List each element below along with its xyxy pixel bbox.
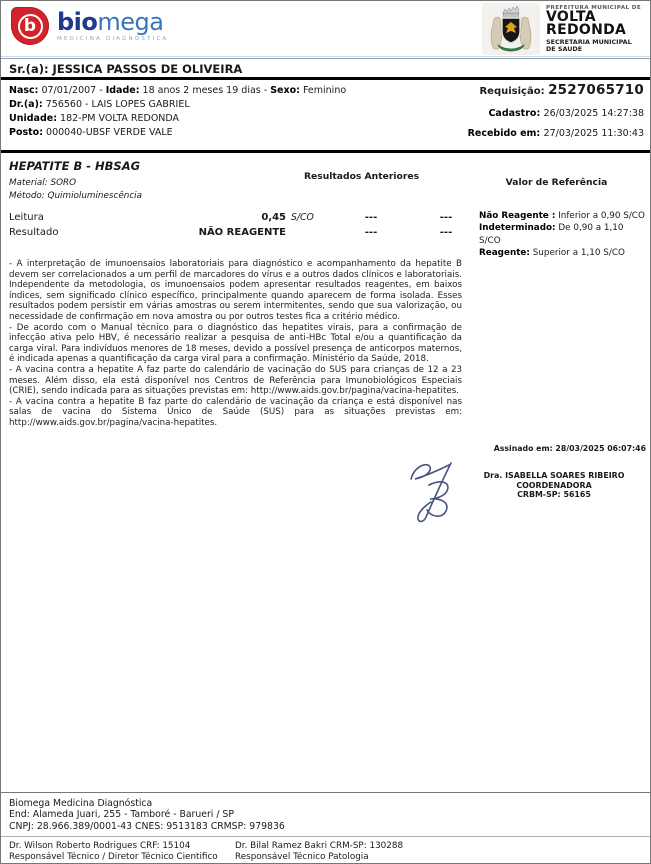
- previous-result-2: ---: [439, 227, 453, 238]
- previous-result-2: ---: [439, 212, 453, 223]
- doctor-role: COORDENADORA: [516, 480, 592, 490]
- responsible-2: [235, 841, 642, 863]
- recebido-label: Recebido em:: [467, 128, 544, 139]
- prefeitura-line5: DE SAUDE: [546, 45, 583, 53]
- note-paragraph: - A interpretação de imunoensaios laboratoriais para diagnóstico e acompanhamento da hepatite B devem ser correlacionados a um perfil de marcadores do vírus e a outros dados clínicos e laboratoriais. Independente da metodologia, os imunoensaios podem apresentar resultados reagentes, em baixos índices, sem significado clínico específico, principalmente quando aparecem de forma isolada. Esses resultados podem persistir em várias amostras ou serem intermitentes, sendo que sua valorização, ou necessidade de confirmação em nova amostra ou por outros testes fica a critério médico.: [9, 259, 462, 322]
- posto-value: 000040-UBSF VERDE VALE: [43, 127, 173, 138]
- signing-doctor-block: [461, 471, 647, 500]
- company-registries: CNPJ: 28.966.389/0001-43 CNES: 9513183 CRMSP: 979836: [9, 820, 285, 832]
- crest-background: [482, 3, 540, 55]
- responsibles-block: [1, 837, 650, 863]
- prefeitura-text: [546, 5, 646, 53]
- dr-label: Dr.(a):: [9, 99, 43, 110]
- exam-title: HEPATITE B - HBSAG: [9, 159, 141, 173]
- exam-result-box: [1, 150, 650, 793]
- blood-drop-icon: [11, 7, 49, 45]
- coat-of-arms-icon: [488, 5, 534, 53]
- reference-item: Reagente: Superior a 1,10 S/CO: [479, 247, 625, 258]
- patient-line-unidade: [9, 112, 346, 126]
- recebido-line: [468, 128, 644, 139]
- requisition-block: [468, 82, 644, 139]
- patient-line-nasc: [9, 84, 346, 98]
- result-label: Leitura: [9, 212, 44, 223]
- prefeitura-line1: PREFEITURA MUNICIPAL DE: [546, 5, 642, 11]
- doctor-registry: CRBM-SP: 56165: [517, 490, 591, 499]
- cadastro-line: [468, 108, 644, 119]
- responsible-role: Responsável Técnico Patologia: [235, 851, 369, 862]
- reference-item: Indeterminado: De 0,90 a 1,10 S/CO: [479, 223, 624, 246]
- requisition-line: [468, 82, 644, 98]
- patient-name: Sr.(a): JESSICA PASSOS DE OLIVEIRA: [1, 59, 650, 80]
- recebido-value: 27/03/2025 11:30:43: [543, 128, 644, 139]
- cadastro-value: 26/03/2025 14:27:38: [543, 108, 644, 119]
- company-address: End: Alameda Juari, 255 - Tamboré - Barueri / SP: [9, 809, 234, 821]
- previous-result-1: ---: [364, 227, 378, 238]
- report-footer: [1, 793, 650, 864]
- exam-material-line: [9, 178, 76, 188]
- exam-metodo-line: [9, 191, 142, 201]
- unidade-value: 182-PM VOLTA REDONDA: [57, 113, 180, 124]
- posto-label: Posto:: [9, 127, 44, 138]
- patient-info-lines: [9, 84, 346, 140]
- brand-tagline: MEDICINA DIAGNÓSTICA: [57, 36, 169, 42]
- note-paragraph: - A vacina contra a hepatite A faz parte do calendário de vacinação do SUS para crianças de 12 a 23 meses. Além disso, ela está disponível nos Centros de Referência para Imunobiológicos Especiais (CRIE), sendo indicada para as situações previstas em: http://www.aids.gov.br/pagina/vacina-hepatites.: [9, 364, 462, 397]
- nasc-value: 07/01/2007 -: [38, 85, 106, 96]
- material-value: SORO: [47, 178, 77, 188]
- nasc-label: Nasc:: [9, 85, 39, 96]
- biomega-logo: [11, 7, 168, 45]
- idade-label: Idade:: [105, 85, 140, 96]
- metodo-label: Método:: [9, 191, 45, 201]
- result-unit: S/CO: [291, 212, 314, 223]
- result-label: Resultado: [9, 227, 59, 238]
- responsible-name: Dr. Wilson Roberto Rodrigues CRF: 15104: [9, 840, 191, 851]
- idade-value: 18 anos 2 meses 19 dias -: [139, 85, 271, 96]
- sexo-value: Feminino: [299, 85, 347, 96]
- doctor-name: Dra. ISABELLA SOARES RIBEIRO: [483, 471, 625, 480]
- patient-box: [1, 58, 650, 150]
- patient-line-doctor: [9, 98, 346, 112]
- metodo-value: Quimioluminescência: [44, 191, 142, 201]
- reference-item: Não Reagente : Inferior a 0,90 S/CO: [479, 211, 645, 221]
- biomega-wordmark: [57, 10, 168, 42]
- brand-light-text: mega: [97, 8, 164, 36]
- material-label: Material:: [9, 178, 48, 188]
- column-header-anteriores: Resultados Anteriores: [303, 171, 420, 182]
- responsible-role: Responsável Técnico / Diretor Técnico Cientifico: [9, 851, 218, 862]
- company-block: [1, 793, 650, 837]
- prefeitura-line2: VOLTA: [546, 9, 596, 25]
- prefeitura-line3: REDONDA: [546, 22, 627, 38]
- previous-result-1: ---: [364, 212, 378, 223]
- responsible-name: Dr. Bilal Ramez Bakri CRM-SP: 130288: [235, 840, 404, 851]
- exam-notes: [9, 259, 462, 429]
- cadastro-label: Cadastro:: [488, 108, 544, 119]
- column-header-referencia: Valor de Referência: [505, 177, 608, 188]
- reference-values: [479, 210, 647, 259]
- note-paragraph: - De acordo com o Manual técnico para o diagnóstico das hepatites virais, para a confirmação de infecção ativa pelo HBV, é necessário realizar a pesquisa de anti-HBc Total e/ou a quantificação da carga viral. Para indivíduos menores de 18 meses, devido a possível presença de anticorpos maternos, é indicada apenas a quantificação da carga viral para a confirmação. Ministério da Saúde, 2018.: [9, 322, 462, 365]
- company-name: Biomega Medicina Diagnóstica: [9, 798, 153, 809]
- sexo-label: Sexo:: [270, 85, 300, 96]
- report-header: [1, 1, 650, 57]
- result-value: 0,45: [261, 212, 286, 223]
- prefeitura-logo: [482, 3, 646, 55]
- patient-line-posto: [9, 126, 346, 140]
- responsible-1: [9, 841, 235, 863]
- requisition-label: Requisição:: [479, 86, 549, 97]
- dr-value: 756560 - LAIS LOPES GABRIEL: [42, 99, 190, 110]
- logo-letter: b: [18, 14, 43, 39]
- patient-details: [1, 80, 650, 148]
- requisition-number: 2527065710: [548, 82, 644, 98]
- brand-bold-text: bio: [57, 8, 98, 36]
- unidade-label: Unidade:: [9, 113, 57, 124]
- prefeitura-line4: SECRETARIA MUNICIPAL: [546, 38, 632, 46]
- result-value: NÃO REAGENTE: [198, 227, 286, 238]
- note-paragraph: - A vacina contra a hepatite B faz parte do calendário de vacinação da criança e está disponível nas salas de vacina do Sistema Único de Saúde (SUS) para as situações previstas em: http://www.aids.gov.br/pagina/vacina-hepatites.: [9, 396, 462, 428]
- signed-at: Assinado em: 28/03/2025 06:07:46: [493, 444, 646, 453]
